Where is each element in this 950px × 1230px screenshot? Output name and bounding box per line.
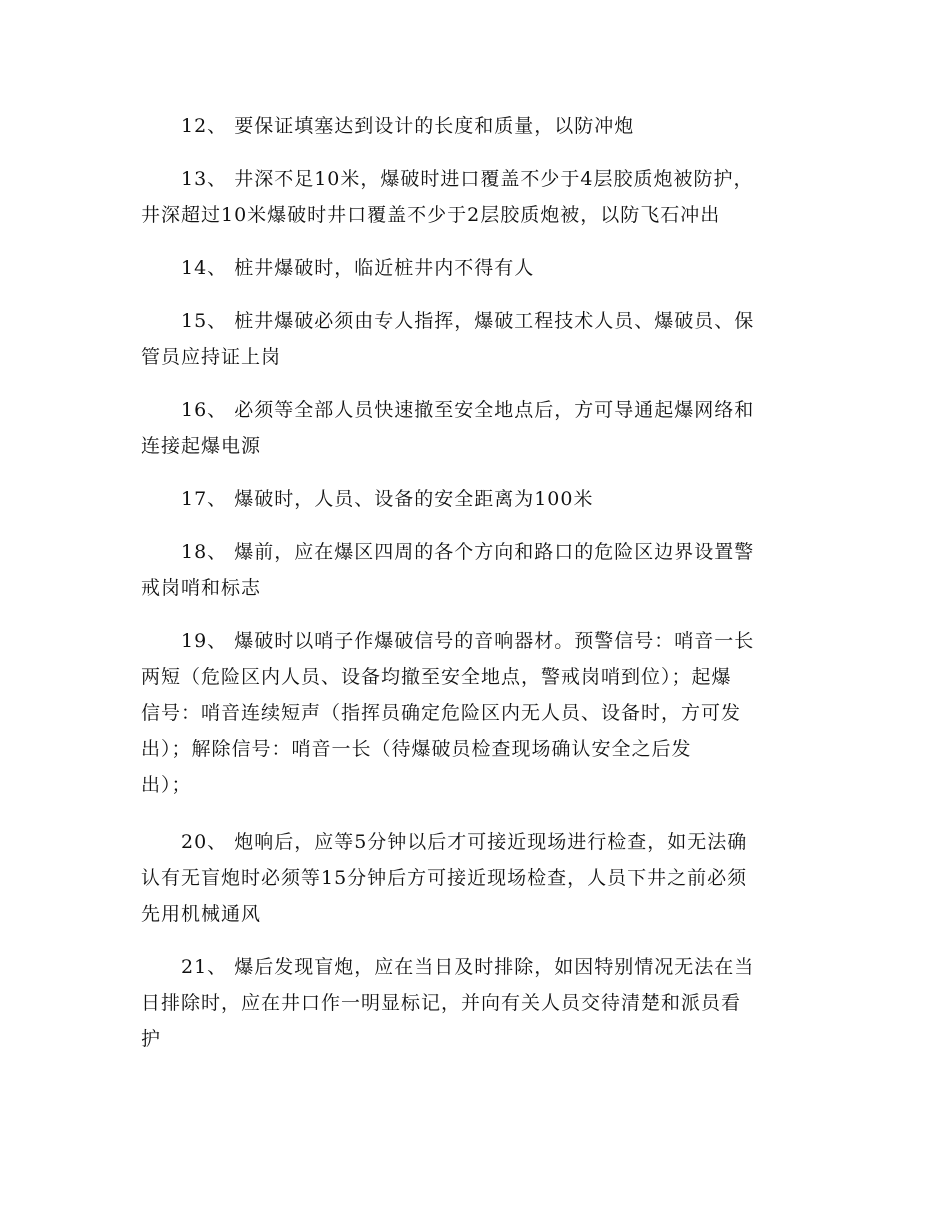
paragraph-line: 认有无盲炮时必须等15分钟后方可接近现场检查，人员下井之前必须 [141, 867, 748, 889]
list-item-19 [141, 623, 821, 803]
paragraph-line: 井深超过10米爆破时井口覆盖不少于2层胶质炮被，以防飞石冲出 [141, 204, 721, 226]
list-item-20 [141, 824, 821, 932]
paragraph-line: 21、 爆后发现盲炮，应在当日及时排除，如因特别情况无法在当 [181, 956, 755, 978]
paragraph-line: 连接起爆电源 [141, 435, 262, 457]
list-item-13 [141, 161, 821, 233]
paragraph-line: 18、 爆前，应在爆区四周的各个方向和路口的危险区边界设置警 [181, 541, 755, 563]
paragraph-line: 14、 桩井爆破时，临近桩井内不得有人 [181, 257, 535, 279]
paragraph-line: 13、 井深不足10米，爆破时进口覆盖不少于4层胶质炮被防护， [181, 168, 754, 190]
paragraph-line: 16、 必须等全部人员快速撤至安全地点后，方可导通起爆网络和 [181, 399, 755, 421]
list-item-18 [141, 534, 821, 606]
list-item-21 [141, 949, 821, 1057]
paragraph-line: 17、 爆破时，人员、设备的安全距离为100米 [181, 488, 594, 510]
list-item-17 [141, 481, 821, 517]
list-item-14 [141, 250, 821, 286]
paragraph-line: 两短（危险区内人员、设备均撤至安全地点，警戒岗哨到位）；起爆 [141, 666, 732, 688]
paragraph-line: 20、 炮响后，应等5分钟以后才可接近现场进行检查，如无法确 [181, 831, 748, 853]
paragraph-line: 出）； [141, 774, 192, 796]
list-item-15 [141, 303, 821, 375]
paragraph-line: 戒岗哨和标志 [141, 577, 262, 599]
paragraph-line: 15、 桩井爆破必须由专人指挥，爆破工程技术人员、爆破员、保 [181, 310, 755, 332]
paragraph-line: 信号：哨音连续短声（指挥员确定危险区内无人员、设备时，方可发 [141, 702, 742, 724]
list-item-16 [141, 392, 821, 464]
paragraph-line: 出）；解除信号：哨音一长（待爆破员检查现场确认安全之后发 [141, 738, 692, 760]
paragraph-line: 护 [141, 1028, 162, 1050]
paragraph-line: 先用机械通风 [141, 903, 262, 925]
paragraph-line: 19、 爆破时以哨子作爆破信号的音响器材。预警信号：哨音一长 [181, 630, 755, 652]
list-item-12 [141, 108, 821, 144]
paragraph-line: 日排除时，应在井口作一明显标记，并向有关人员交待清楚和派员看 [141, 992, 742, 1014]
paragraph-line: 管员应持证上岗 [141, 346, 282, 368]
paragraph-line: 12、 要保证填塞达到设计的长度和质量，以防冲炮 [181, 115, 635, 137]
